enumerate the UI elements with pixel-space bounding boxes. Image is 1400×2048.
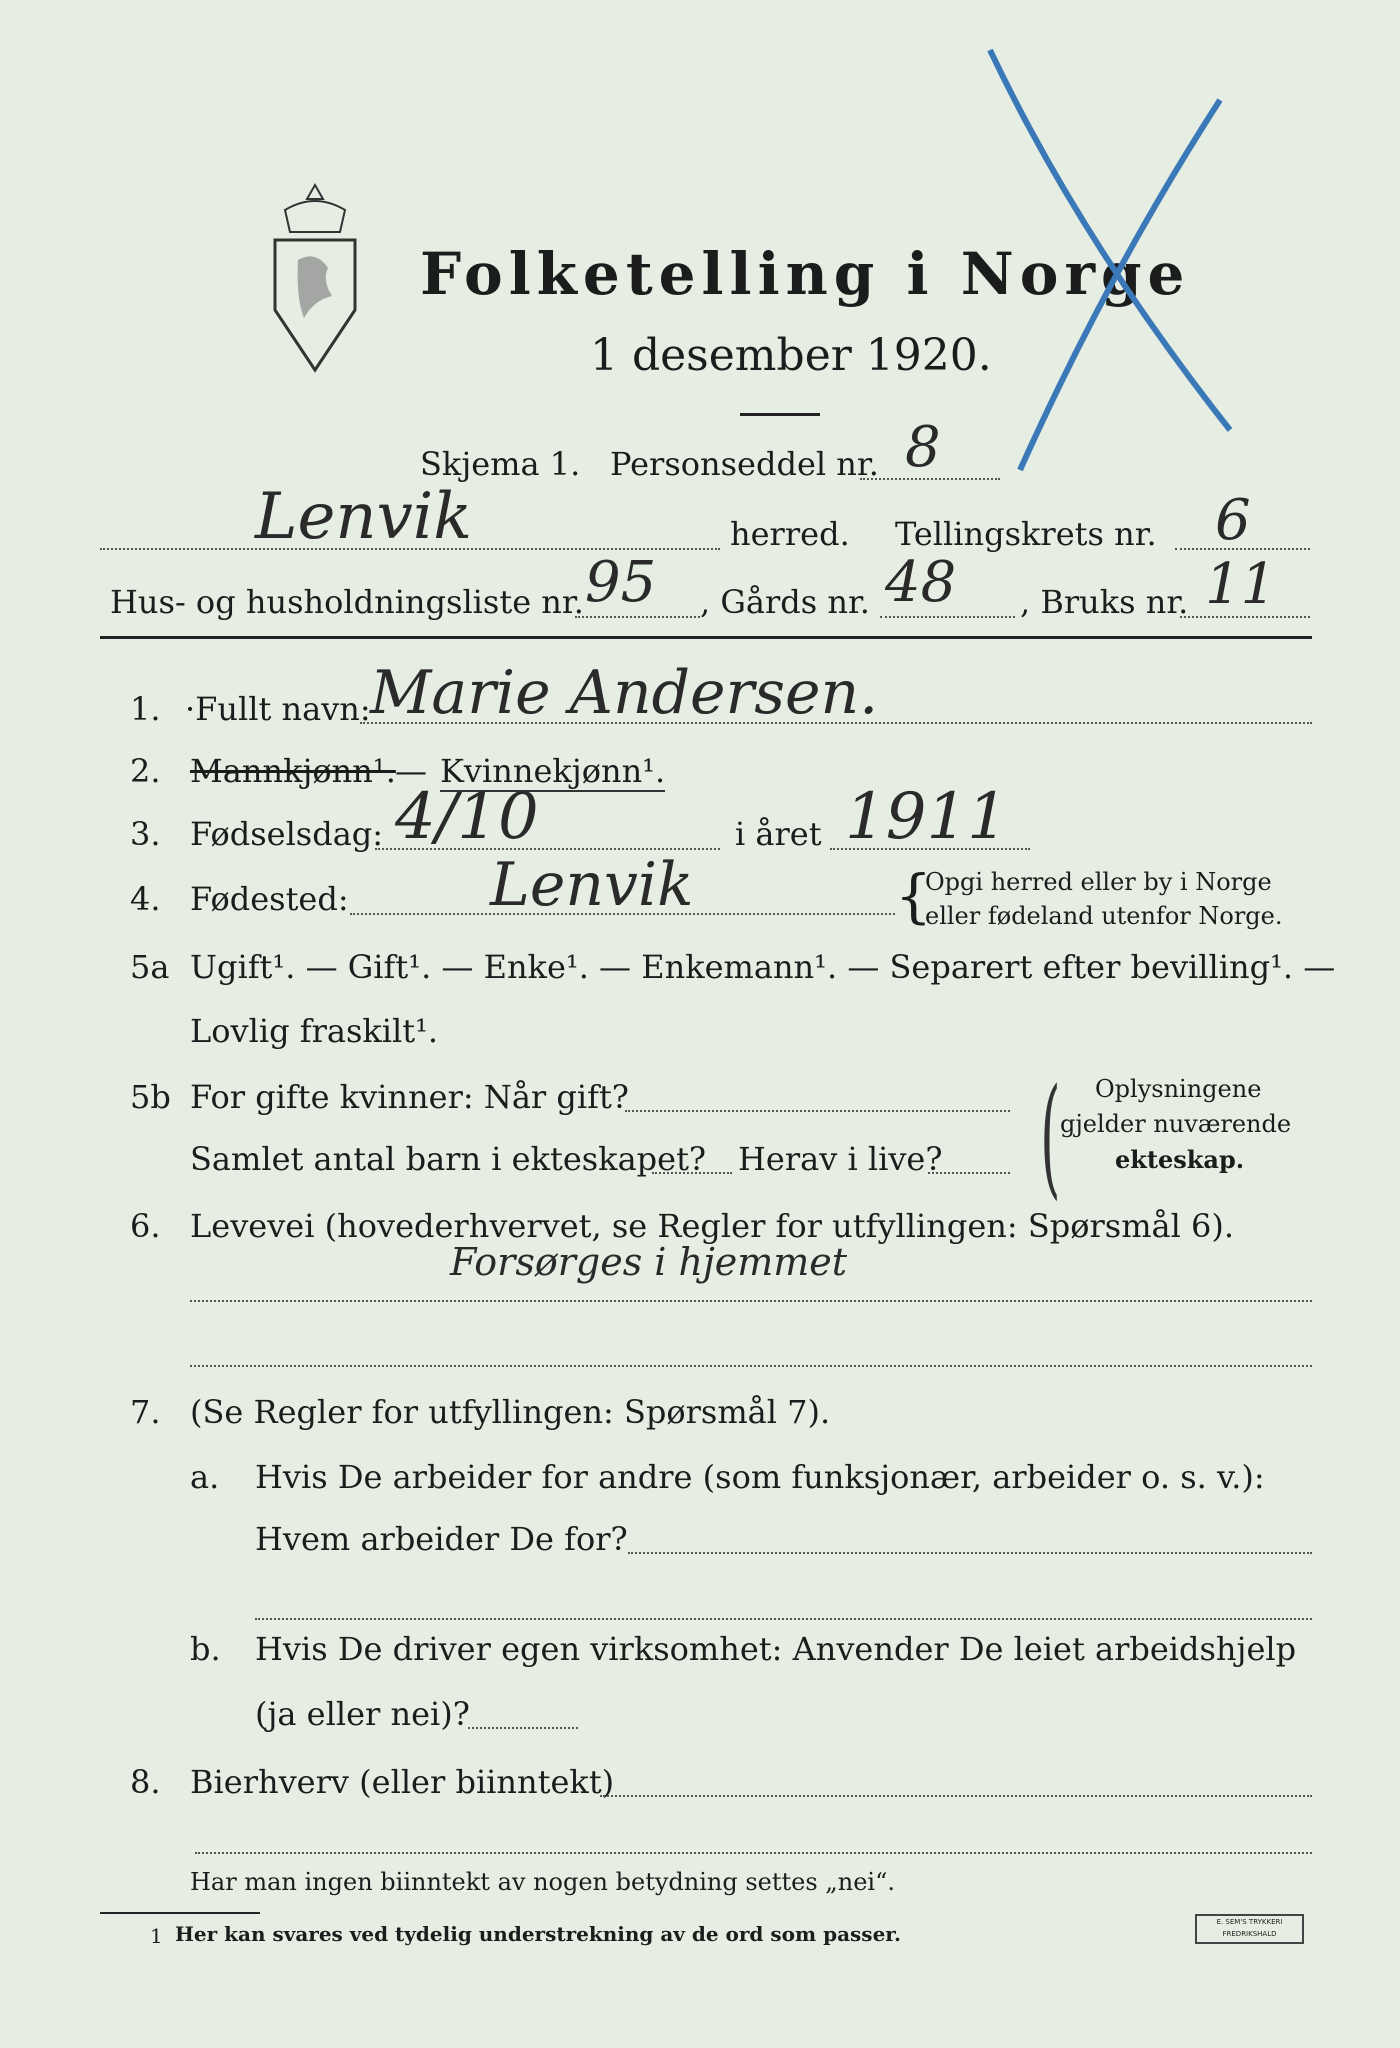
q8-label: Bierhverv (eller biinntekt): [190, 1763, 615, 1801]
q5b-children-label: Samlet antal barn i ekteskapet?: [190, 1140, 707, 1178]
birth-year-value: 1911: [845, 780, 1008, 854]
personseddel-value: 8: [905, 415, 941, 480]
bruks-label: , Bruks nr.: [1020, 583, 1189, 621]
q5b-note-1: Oplysningene: [1095, 1075, 1262, 1103]
birthplace-value: Lenvik: [490, 850, 694, 920]
blue-cross-mark: [960, 40, 1250, 480]
q7b-line-1: Hvis De driver egen virksomhet: Anvender De leiet arbeidshjelp: [255, 1630, 1297, 1668]
brace: {: [895, 862, 932, 930]
q1-number: 1.: [130, 690, 161, 728]
q7b-line-2: (ja eller nei)?: [255, 1695, 470, 1733]
census-date: 1 desember 1920.: [590, 330, 992, 381]
q5b-line-1: For gifte kvinner: Når gift?: [190, 1078, 629, 1116]
gards-value: 48: [885, 550, 957, 615]
aaret-label: i året: [735, 815, 822, 853]
q1-label: ·Fullt navn:: [185, 690, 371, 728]
q7b-letter: b.: [190, 1630, 221, 1668]
full-name-value: Marie Andersen.: [370, 658, 879, 728]
personseddel-label: Personseddel nr.: [610, 445, 879, 483]
q5a-line-2: Lovlig fraskilt¹.: [190, 1012, 439, 1050]
q4-note-1: Opgi herred eller by i Norge: [925, 868, 1272, 896]
q7a-line-2: Hvem arbeider De for?: [255, 1520, 628, 1558]
q4-label: Fødested:: [190, 880, 349, 918]
q5b-note-3: ekteskap.: [1115, 1145, 1245, 1174]
tellingskrets-label: Tellingskrets nr.: [895, 515, 1157, 553]
footnote-number: 1: [150, 1924, 163, 1948]
husliste-label: Hus- og husholdningsliste nr.: [110, 583, 584, 621]
title-divider: [740, 413, 820, 416]
q3-number: 3.: [130, 815, 161, 853]
birthday-value: 4/10: [395, 780, 539, 854]
biinntekt-note: Har man ingen biinntekt av nogen betydning settes „nei“.: [190, 1868, 895, 1896]
q5b-alive-label: Herav i live?: [738, 1140, 943, 1178]
q5b-bracket: (: [1040, 1060, 1061, 1212]
levevei-value: Forsørges i hjemmet: [450, 1240, 848, 1284]
kvinnekjonn-option: Kvinnekjønn¹.: [440, 752, 666, 790]
footnote-rule: [100, 1912, 260, 1914]
q2-separator: —: [395, 752, 427, 790]
coat-of-arms-icon: [260, 180, 370, 380]
herred-value: Lenvik: [255, 480, 472, 554]
husliste-value: 95: [585, 550, 657, 615]
q4-number: 4.: [130, 880, 161, 918]
q8-number: 8.: [130, 1763, 161, 1801]
q7a-letter: a.: [190, 1458, 220, 1496]
footnote-text: Her kan svares ved tydelig understrekning av de ord som passer.: [175, 1922, 901, 1946]
q4-note-2: eller fødeland utenfor Norge.: [925, 902, 1283, 930]
q7-label: (Se Regler for utfyllingen: Spørsmål 7).: [190, 1393, 831, 1431]
mannkjonn-option: Mannkjønn¹.: [190, 752, 396, 790]
tellingskrets-value: 6: [1215, 488, 1251, 553]
q3-label: Fødselsdag:: [190, 815, 384, 853]
q5b-number: 5b: [130, 1078, 171, 1116]
q6-label: Levevei (hovederhvervet, se Regler for utfyllingen: Spørsmål 6).: [190, 1207, 1235, 1245]
skjema-label: Skjema 1.: [420, 445, 581, 483]
q7a-line-1: Hvis De arbeider for andre (som funksjonær, arbeider o. s. v.):: [255, 1458, 1265, 1496]
printer-stamp: E. SEM'S TRYKKERI FREDRIKSHALD: [1195, 1914, 1304, 1944]
bruks-value: 11: [1205, 552, 1277, 617]
form-title: Folketelling i Norge: [420, 240, 1191, 308]
q5a-line-1: Ugift¹. — Gift¹. — Enke¹. — Enkemann¹. — Separert efter bevilling¹. —: [190, 948, 1336, 986]
gards-label: , Gårds nr.: [700, 583, 870, 621]
q6-number: 6.: [130, 1207, 161, 1245]
q5a-number: 5a: [130, 948, 170, 986]
herred-label: herred.: [730, 515, 850, 553]
q2-number: 2.: [130, 752, 161, 790]
header-rule: [100, 636, 1312, 639]
q7-number: 7.: [130, 1393, 161, 1431]
q5b-note-2: gjelder nuværende: [1060, 1110, 1292, 1138]
